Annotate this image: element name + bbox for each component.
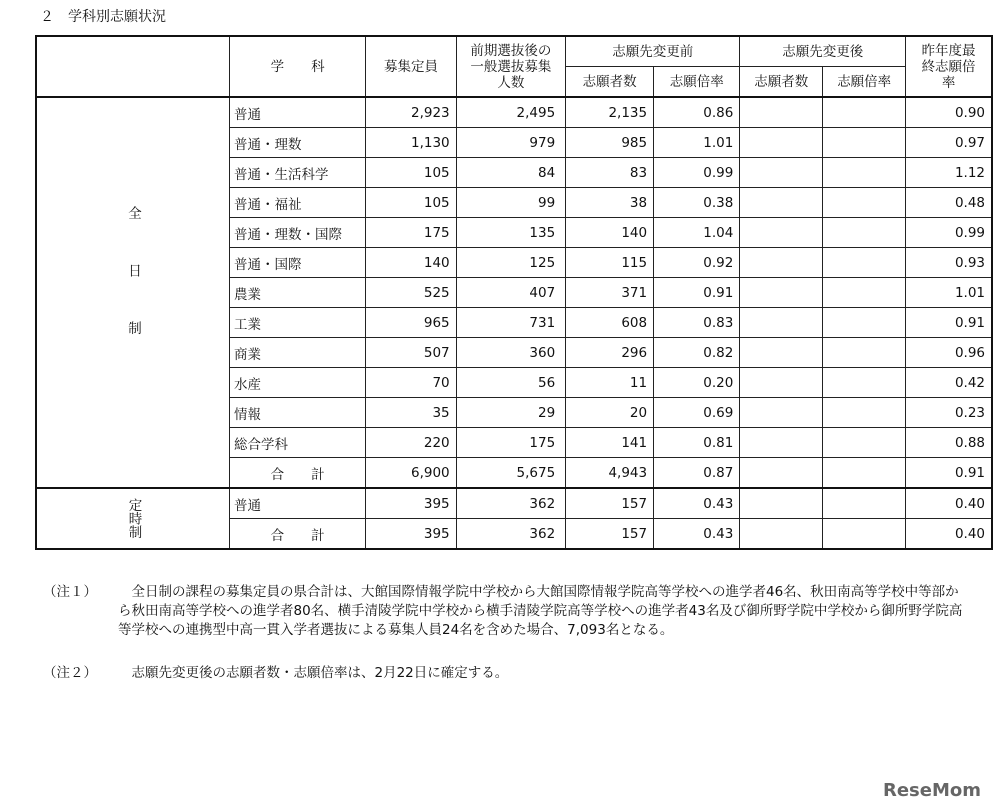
cell-ratio: 1.04 [654, 218, 740, 248]
cell-ratio: 0.99 [654, 158, 740, 188]
cell-dept: 普通・生活科学 [230, 158, 366, 188]
cell-dept: 合 計 [230, 519, 366, 550]
cell-capacity: 35 [366, 398, 456, 428]
cell-ratio-after [823, 248, 906, 278]
cell-dept: 総合学科 [230, 428, 366, 458]
header-capacity: 募集定員 [366, 36, 456, 97]
cell-general: 979 [456, 128, 566, 158]
header-applicants: 志願者数 [566, 67, 654, 98]
cell-ratio: 0.20 [654, 368, 740, 398]
cell-applicants-after [740, 368, 823, 398]
resemom-watermark-logo: ReseMom [882, 780, 981, 801]
cell-applicants-after [740, 519, 823, 550]
cell-dept: 普通・理数・国際 [230, 218, 366, 248]
cell-applicants: 140 [566, 218, 654, 248]
cell-general: 5,675 [456, 458, 566, 489]
cell-dept: 情報 [230, 398, 366, 428]
cell-last-year: 0.90 [906, 97, 992, 128]
cell-ratio-after [823, 308, 906, 338]
cell-general: 175 [456, 428, 566, 458]
cell-ratio-after [823, 158, 906, 188]
table-row [36, 488, 992, 519]
section-title: ２ 学科別志願状況 [40, 9, 166, 25]
cell-capacity: 2,923 [366, 97, 456, 128]
cell-last-year: 0.40 [906, 519, 992, 550]
cell-ratio: 0.82 [654, 338, 740, 368]
header-blank [36, 36, 230, 97]
cell-last-year: 0.40 [906, 488, 992, 519]
header-applicants-after: 志願者数 [740, 67, 823, 98]
cell-applicants-after [740, 308, 823, 338]
cell-applicants-after [740, 248, 823, 278]
cell-ratio: 0.69 [654, 398, 740, 428]
cell-general: 135 [456, 218, 566, 248]
cell-capacity: 175 [366, 218, 456, 248]
table-row [36, 97, 992, 128]
cell-capacity: 395 [366, 519, 456, 550]
cell-ratio: 0.87 [654, 458, 740, 489]
cell-ratio: 0.81 [654, 428, 740, 458]
cell-dept: 普通・福祉 [230, 188, 366, 218]
cell-ratio: 0.86 [654, 97, 740, 128]
cell-applicants-after [740, 188, 823, 218]
cell-last-year: 0.88 [906, 428, 992, 458]
cell-ratio: 0.91 [654, 278, 740, 308]
cell-last-year: 0.48 [906, 188, 992, 218]
cell-capacity: 220 [366, 428, 456, 458]
cell-capacity: 6,900 [366, 458, 456, 489]
cell-last-year: 0.91 [906, 458, 992, 489]
cell-applicants-after [740, 128, 823, 158]
cell-applicants: 157 [566, 488, 654, 519]
cell-applicants-after [740, 398, 823, 428]
cell-dept: 合 計 [230, 458, 366, 489]
cell-ratio: 0.38 [654, 188, 740, 218]
cell-capacity: 395 [366, 488, 456, 519]
header-last-year: 昨年度最終志願倍率 [906, 36, 992, 97]
cell-applicants-after [740, 97, 823, 128]
cell-general: 362 [456, 488, 566, 519]
cell-applicants: 2,135 [566, 97, 654, 128]
cell-ratio-after [823, 188, 906, 218]
cell-ratio-after [823, 488, 906, 519]
cell-ratio: 0.43 [654, 519, 740, 550]
cell-applicants-after [740, 158, 823, 188]
cell-last-year: 0.96 [906, 338, 992, 368]
cell-dept: 水産 [230, 368, 366, 398]
note-1: （注１） 全日制の課程の募集定員の県合計は、大館国際情報学院中学校から大館国際情報学院高等学校への進学者46名、秋田南高等学校中等部から秋田南高等学校への進学者80名、横手清陵学院中学校から横手清陵学院高等学校への進学者43名及び御所野学院中学校から御所野学院高等学校への連携型中高一貫入学者選抜による募集人員24名を含めた場合、7,093名となる。 [43, 584, 963, 638]
header-general: 前期選抜後の一般選抜募集人数 [456, 36, 566, 97]
cell-last-year: 1.12 [906, 158, 992, 188]
cell-general: 731 [456, 308, 566, 338]
cell-general: 56 [456, 368, 566, 398]
cell-capacity: 140 [366, 248, 456, 278]
cell-applicants-after [740, 458, 823, 489]
cell-applicants: 11 [566, 368, 654, 398]
cell-general: 407 [456, 278, 566, 308]
cell-applicants: 20 [566, 398, 654, 428]
cell-applicants-after [740, 428, 823, 458]
cell-capacity: 105 [366, 188, 456, 218]
cell-capacity: 1,130 [366, 128, 456, 158]
cell-ratio-after [823, 338, 906, 368]
cell-dept: 農業 [230, 278, 366, 308]
cell-ratio-after [823, 458, 906, 489]
cell-ratio-after [823, 218, 906, 248]
cell-last-year: 0.42 [906, 368, 992, 398]
cell-dept: 工業 [230, 308, 366, 338]
application-status-table [35, 35, 993, 550]
section-label: 全日制 [36, 97, 230, 488]
cell-ratio-after [823, 128, 906, 158]
cell-applicants: 4,943 [566, 458, 654, 489]
header-dept: 学 科 [230, 36, 366, 97]
cell-ratio: 0.92 [654, 248, 740, 278]
cell-capacity: 70 [366, 368, 456, 398]
cell-applicants: 141 [566, 428, 654, 458]
cell-capacity: 525 [366, 278, 456, 308]
cell-ratio: 0.83 [654, 308, 740, 338]
cell-capacity: 965 [366, 308, 456, 338]
notes [43, 583, 963, 707]
cell-last-year: 1.01 [906, 278, 992, 308]
cell-capacity: 105 [366, 158, 456, 188]
cell-general: 362 [456, 519, 566, 550]
cell-ratio: 0.43 [654, 488, 740, 519]
header-after: 志願先変更後 [740, 36, 906, 67]
note-2: （注２） 志願先変更後の志願者数・志願倍率は、2月22日に確定する。 [43, 665, 509, 681]
cell-applicants: 157 [566, 519, 654, 550]
cell-dept: 普通・理数 [230, 128, 366, 158]
cell-applicants: 115 [566, 248, 654, 278]
cell-applicants-after [740, 338, 823, 368]
cell-dept: 普通 [230, 97, 366, 128]
cell-applicants-after [740, 488, 823, 519]
cell-general: 84 [456, 158, 566, 188]
cell-general: 360 [456, 338, 566, 368]
cell-applicants: 608 [566, 308, 654, 338]
header-ratio-after: 志願倍率 [823, 67, 906, 98]
cell-last-year: 0.97 [906, 128, 992, 158]
cell-ratio-after [823, 278, 906, 308]
cell-applicants-after [740, 218, 823, 248]
cell-applicants: 296 [566, 338, 654, 368]
cell-ratio-after [823, 97, 906, 128]
cell-applicants: 985 [566, 128, 654, 158]
cell-ratio-after [823, 428, 906, 458]
cell-applicants: 38 [566, 188, 654, 218]
cell-last-year: 0.93 [906, 248, 992, 278]
cell-ratio-after [823, 368, 906, 398]
cell-dept: 普通 [230, 488, 366, 519]
cell-last-year: 0.23 [906, 398, 992, 428]
cell-dept: 商業 [230, 338, 366, 368]
cell-ratio: 1.01 [654, 128, 740, 158]
cell-applicants: 83 [566, 158, 654, 188]
cell-applicants-after [740, 278, 823, 308]
cell-dept: 普通・国際 [230, 248, 366, 278]
cell-last-year: 0.91 [906, 308, 992, 338]
cell-general: 2,495 [456, 97, 566, 128]
cell-applicants: 371 [566, 278, 654, 308]
cell-general: 99 [456, 188, 566, 218]
header-before: 志願先変更前 [566, 36, 740, 67]
cell-ratio-after [823, 398, 906, 428]
cell-last-year: 0.99 [906, 218, 992, 248]
cell-general: 125 [456, 248, 566, 278]
header-ratio: 志願倍率 [654, 67, 740, 98]
cell-general: 29 [456, 398, 566, 428]
cell-capacity: 507 [366, 338, 456, 368]
section-label: 定時制 [36, 488, 230, 549]
cell-ratio-after [823, 519, 906, 550]
